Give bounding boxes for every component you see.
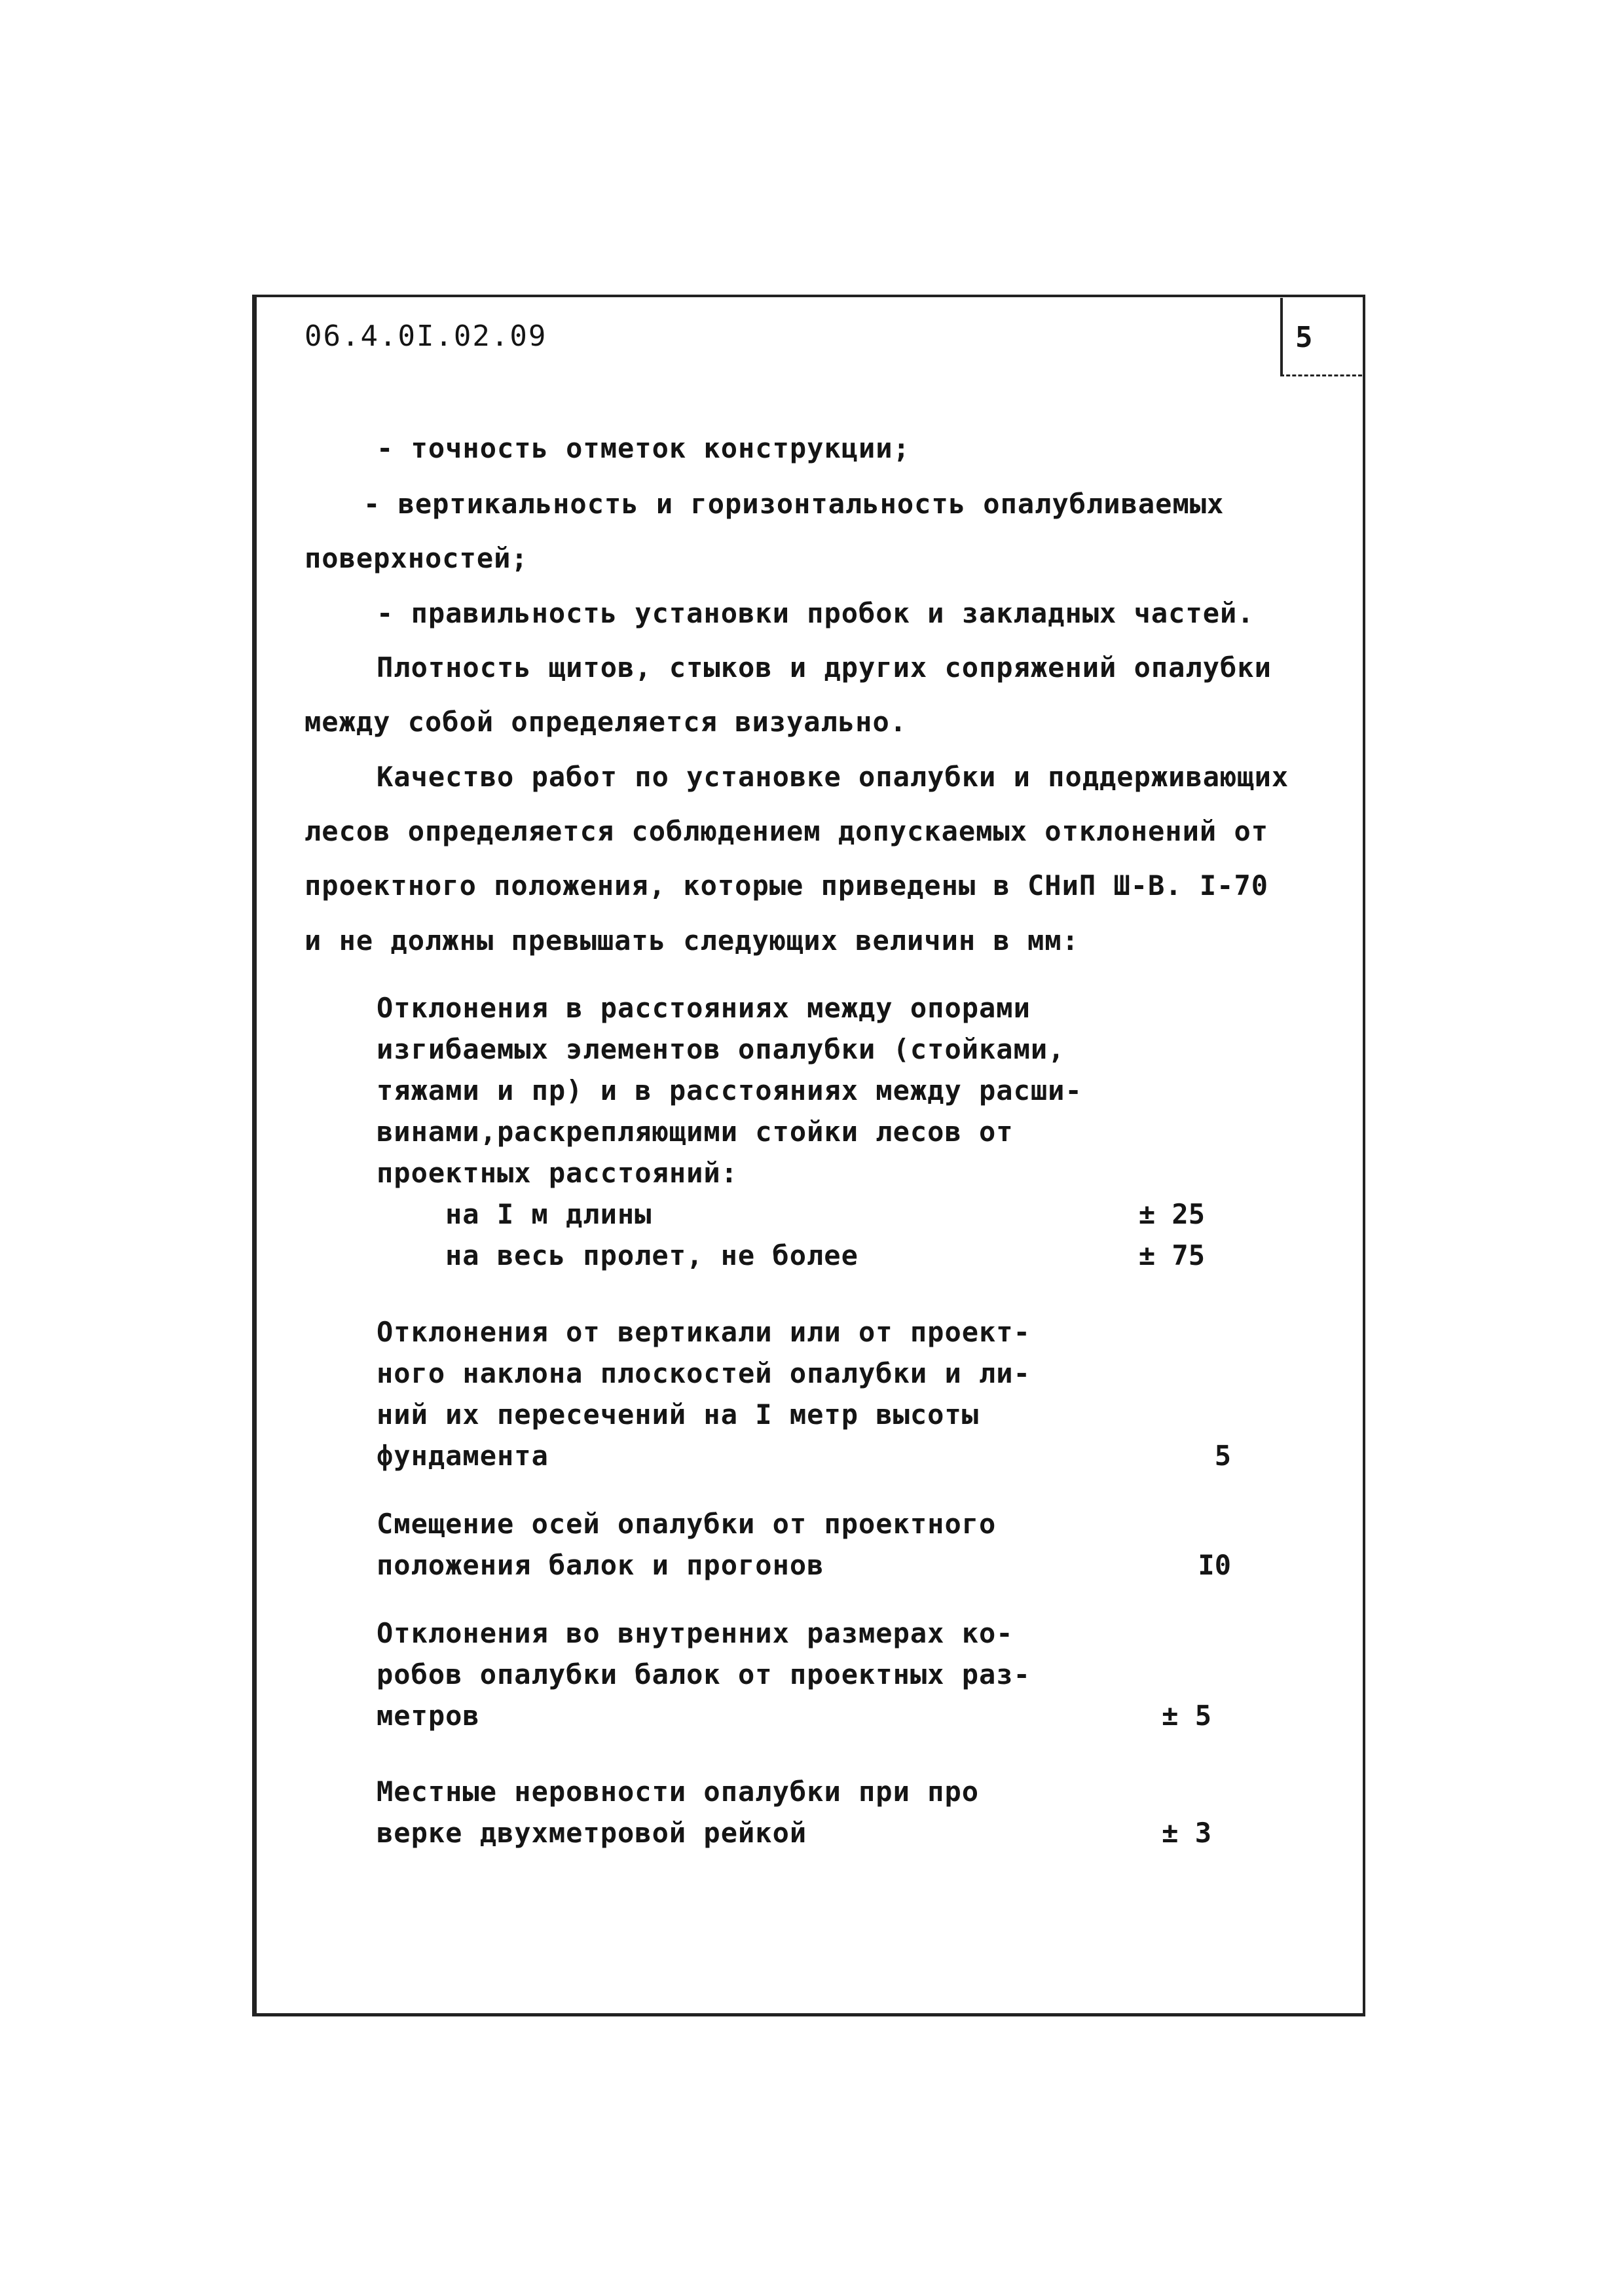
body-line: поверхностей; bbox=[304, 542, 528, 574]
tolerance-item1-line: винами,раскрепляющими стойки лесов от bbox=[377, 1116, 1014, 1148]
page-number-box bbox=[1280, 298, 1362, 376]
tolerance-item5-line: Местные неровности опалубки при про bbox=[377, 1776, 980, 1808]
tolerance-item5-line: верке двухметровой рейкой bbox=[377, 1817, 807, 1849]
tolerance-item2-line: Отклонения от вертикали или от проект- bbox=[377, 1316, 1031, 1348]
body-line: и не должны превышать следующих величин в мм: bbox=[304, 924, 1079, 957]
tolerance-item1-line: Отклонения в расстояниях между опорами bbox=[377, 992, 1031, 1024]
body-line: - вертикальность и горизонтальность опалубливаемых bbox=[363, 488, 1225, 520]
body-line: - точность отметок конструкции; bbox=[377, 432, 910, 464]
tolerance-item2-line: ний их пересечений на I метр высоты bbox=[377, 1398, 980, 1430]
tolerance-item2-line: фундамента bbox=[377, 1440, 549, 1472]
body-line: Качество работ по установке опалубки и поддерживающих bbox=[377, 761, 1289, 793]
tolerance-item1-line: изгибаемых элементов опалубки (стойками, bbox=[377, 1033, 1065, 1065]
tolerance-item1-sub-label: на весь пролет, не более bbox=[445, 1239, 858, 1271]
body-line: проектного положения, которые приведены в СНиП Ш-В. I-70 bbox=[304, 869, 1269, 902]
tolerance-item3-value: I0 bbox=[1198, 1549, 1231, 1581]
body-line: Плотность щитов, стыков и других сопряжений опалубки bbox=[377, 651, 1272, 683]
tolerance-item4-value: ± 5 bbox=[1162, 1700, 1211, 1732]
body-line: лесов определяется соблюдением допускаемых отклонений от bbox=[304, 815, 1269, 847]
tolerance-item4-line: метров bbox=[377, 1700, 480, 1732]
tolerance-item4-line: Отклонения во внутренних размерах ко- bbox=[377, 1617, 1014, 1649]
tolerance-item3-line: положения балок и прогонов bbox=[377, 1549, 824, 1581]
tolerance-item3-line: Смещение осей опалубки от проектного bbox=[377, 1508, 997, 1540]
tolerance-item1-line: проектных расстояний: bbox=[377, 1157, 739, 1189]
tolerance-item1-sub-label: на I м длины bbox=[445, 1198, 652, 1230]
tolerance-item5-value: ± 3 bbox=[1162, 1817, 1211, 1849]
tolerance-item4-line: робов опалубки балок от проектных раз- bbox=[377, 1658, 1031, 1690]
body-line: между собой определяется визуально. bbox=[304, 706, 908, 738]
tolerance-item1-sub-value: ± 75 bbox=[1138, 1239, 1205, 1271]
document-code: 06.4.0I.02.09 bbox=[304, 319, 547, 353]
page-number: 5 bbox=[1295, 321, 1313, 354]
tolerance-item2-value: 5 bbox=[1214, 1440, 1231, 1472]
tolerance-item1-sub-value: ± 25 bbox=[1138, 1198, 1205, 1230]
tolerance-item2-line: ного наклона плоскостей опалубки и ли- bbox=[377, 1357, 1031, 1389]
tolerance-item1-line: тяжами и пр) и в расстояниях между расши- bbox=[377, 1074, 1082, 1106]
body-line: - правильность установки пробок и закладных частей. bbox=[377, 597, 1255, 629]
